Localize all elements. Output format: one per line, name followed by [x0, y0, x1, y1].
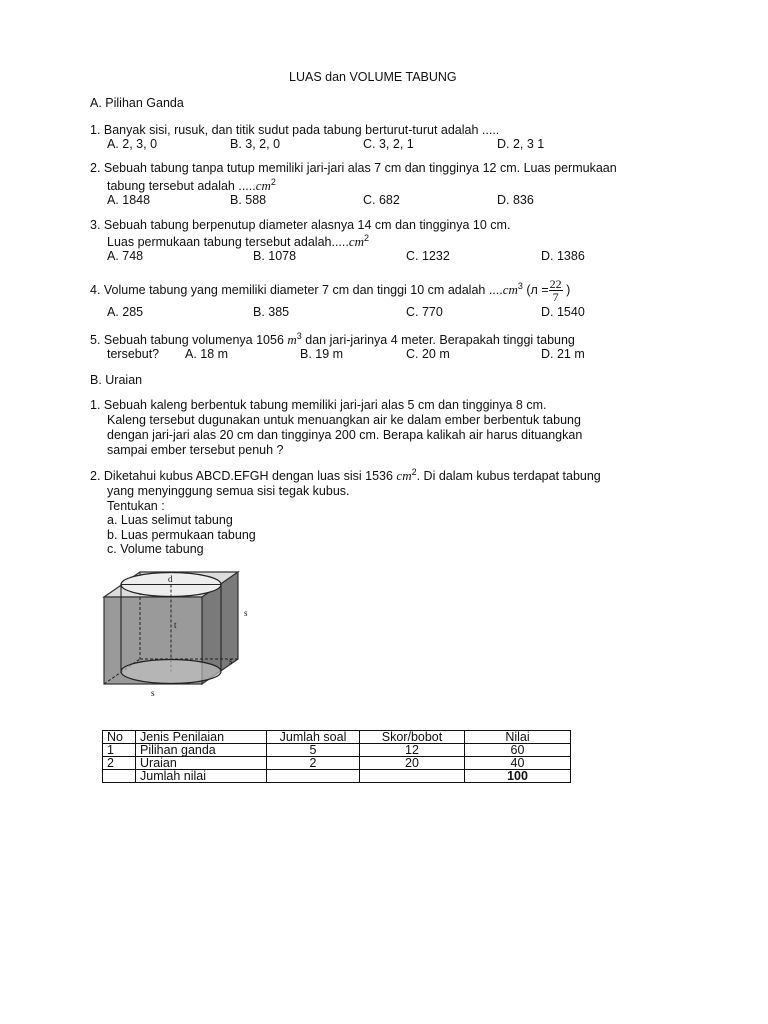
label-d: d [168, 574, 173, 584]
essay-1-line1: 1. Sebuah kaleng berbentuk tabung memiliki jari-jari alas 5 cm dan tingginya 8 cm. [90, 398, 547, 412]
unit-cm: cm [348, 234, 365, 249]
header-jumlah-soal: Jumlah soal [267, 731, 360, 744]
label-s-mid: s [229, 656, 233, 666]
page-title: LUAS dan VOLUME TABUNG [289, 70, 457, 84]
unit-cm: cm [255, 178, 271, 193]
question-2-line2: tabung tersebut adalah $.....cm^2$ [107, 176, 276, 193]
question-4-text: 4. Volume tabung yang memiliki diameter 7 cm dan tinggi 10 cm adalah $....cm^3$ (л = $\frac{22}{7}$ ) [90, 277, 571, 305]
total-value: 100 [465, 770, 571, 783]
q1-option-b: B. 3, 2, 0 [230, 137, 281, 151]
table-header-row [103, 731, 571, 744]
q5-option-a: A. 18 m [185, 347, 229, 361]
total-label: Jumlah nilai [136, 770, 267, 783]
q2-option-a: A. 1848 [107, 193, 151, 207]
q1-option-a: A. 2, 3, 0 [107, 137, 158, 151]
q3-option-d: D. 1386 [541, 249, 585, 263]
label-s-right: s [244, 608, 248, 618]
essay-1-line2: Kaleng tersebut dugunakan untuk menuangkan air ke dalam ember berbentuk tabung [107, 413, 581, 427]
question-1-text: 1. Banyak sisi, rusuk, dan titik sudut pada tabung berturut-turut adalah ..... [90, 123, 500, 137]
header-jenis: Jenis Penilaian [136, 731, 267, 744]
question-5-line2: tersebut? [107, 347, 160, 361]
essay-1-line4: sampai ember tersebut penuh ? [107, 443, 284, 457]
q3-option-a: A. 748 [107, 249, 144, 263]
unit-cm: cm [396, 468, 412, 483]
question-5-line1: 5. Sebuah tabung volumenya 1056 $m^3$ dan jari-jarinya 4 meter. Berapakah tinggi tabung [90, 330, 575, 347]
q4-option-b: B. 385 [253, 305, 290, 319]
table-row: 2 Uraian 2 20 40 [103, 757, 571, 770]
q4-option-a: A. 285 [107, 305, 144, 319]
table-row: 1 Pilihan ganda 5 12 60 [103, 744, 571, 757]
q2-option-c: C. 682 [363, 193, 400, 207]
q1-option-d: D. 2, 3 1 [497, 137, 545, 151]
unit-m: m [287, 332, 297, 347]
q5-option-d: D. 21 m [541, 347, 585, 361]
question-3-line1: 3. Sebuah tabung berpenutup diameter alasnya 14 cm dan tingginya 10 cm. [90, 218, 511, 232]
header-skor: Skor/bobot [360, 731, 465, 744]
label-t: t [174, 620, 177, 630]
cylinder-bottom-ellipse [121, 660, 221, 684]
header-no: No [103, 731, 136, 744]
table-total-row [103, 770, 571, 783]
q1-option-c: C. 3, 2, 1 [363, 137, 414, 151]
essay-2-line2: yang menyinggung semua sisi tegak kubus. [107, 484, 350, 498]
question-2-line1: 2. Sebuah tabung tanpa tutup memiliki jari-jari alas 7 cm dan tingginya 12 cm. Luas permukaan [90, 161, 617, 175]
q3-option-b: B. 1078 [253, 249, 297, 263]
q5-option-b: B. 19 m [300, 347, 344, 361]
essay-2-item-b: b. Luas permukaan tabung [107, 528, 256, 542]
cube-cylinder-figure [92, 566, 272, 696]
question-3-line2: Luas permukaan tabung tersebut $adalah.....cm^2$ [107, 232, 370, 249]
section-a-heading: A. Pilihan Ganda [90, 96, 184, 110]
essay-2-line1: 2. Diketahui kubus ABCD.EFGH dengan luas sisi 1536 $cm^2$. Di dalam kubus terdapat tabung [90, 466, 601, 483]
essay-2-item-c: c. Volume tabung [107, 542, 204, 556]
label-s-bottom: s [151, 688, 155, 696]
q4-option-c: C. 770 [406, 305, 443, 319]
q2-option-d: D. 836 [497, 193, 534, 207]
essay-1-line3: dengan jari-jari alas 20 cm dan tingginya 200 cm. Berapa kalikah air harus dituangkan [107, 428, 583, 442]
pi-fraction: $\frac{22}{7}$ [549, 277, 562, 305]
unit-cm: cm [502, 282, 518, 297]
essay-2-item-a: a. Luas selimut tabung [107, 513, 233, 527]
score-table [102, 730, 571, 783]
header-nilai: Nilai [465, 731, 571, 744]
essay-2-line3: Tentukan : [107, 499, 165, 513]
section-b-heading: B. Uraian [90, 373, 143, 387]
q5-option-c: C. 20 m [406, 347, 450, 361]
q3-option-c: C. 1232 [406, 249, 450, 263]
q4-option-d: D. 1540 [541, 305, 585, 319]
q2-option-b: B. 588 [230, 193, 267, 207]
